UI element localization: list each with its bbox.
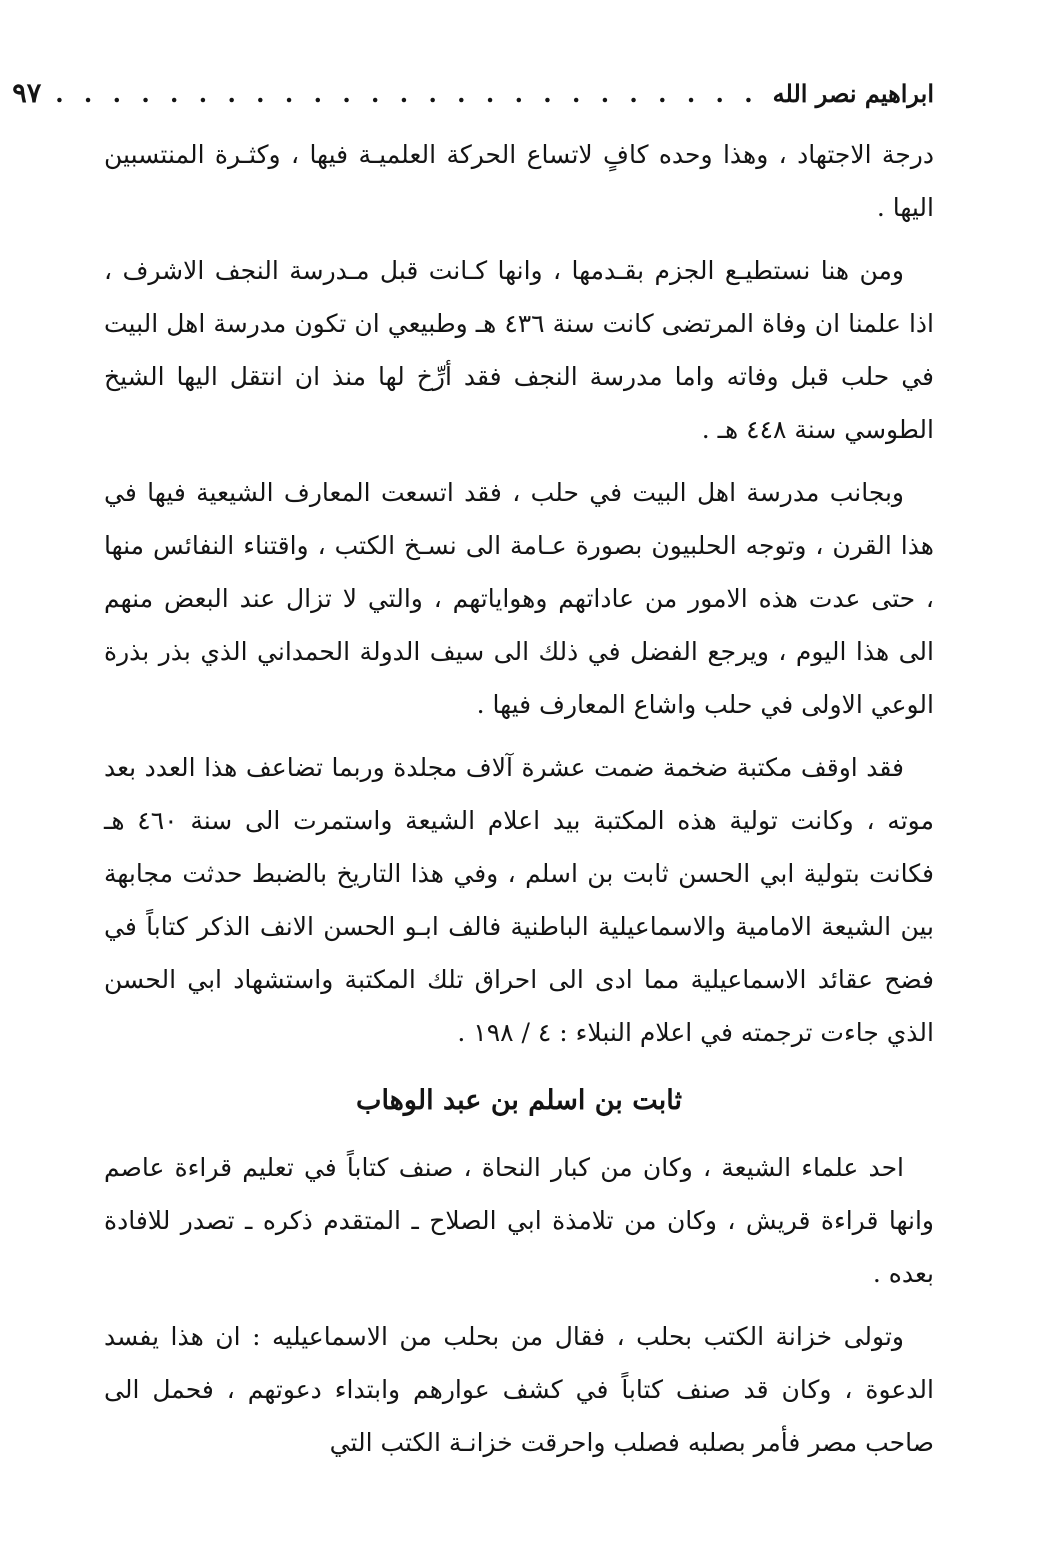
page-number: ٩٧ [12,78,42,109]
paragraph-continuation: درجة الاجتهاد ، وهذا وحده كافٍ لاتساع الحركة العلميـة فيها ، وكثـرة المنتسبين اليها . [104,140,934,222]
paragraph-biography: احد علماء الشيعة ، وكان من كبار النحاة ، صنف كتاباً في تعليم قراءة عاصم وانها قراءة قريش ، وكان من تلامذة ابي الصلاح ـ المتقدم ذكره ـ تصدر للافادة بعده . [104,1153,934,1288]
header-leader-dots: . . . . . . . . . . . . . . . . . . . . . . . . . [55,79,759,108]
running-header [12,78,934,128]
book-page [12,78,934,1469]
paragraph-aleppo-knowledge: وبجانب مدرسة اهل البيت في حلب ، فقد اتسعت المعارف الشيعية فيها في هذا القرن ، وتوجه الحلبيون بصورة عـامة الى نسـخ الكتب ، واقتناء النفائس منها ، حتى عدت هذه الامور من عاداتهم وهواياتهم ، والتي لا تزال عند البعض منهم الى هذا اليوم ، ويرجع الفضل في ذلك الى سيف الدولة الحمداني الذي بذر بذرة الوعي الاولى في حلب واشاع المعارف فيها . [104,478,934,719]
paragraph-library: فقد اوقف مكتبة ضخمة ضمت عشرة آلاف مجلدة وربما تضاعف هذا العدد بعد موته ، وكانت تولية هذه المكتبة بيد اعلام الشيعة واستمرت الى سنة ٤٦٠ هـ فكانت بتولية ابي الحسن ثابت بن اسلم ، وفي هذا التاريخ بالضبط حدثت مجابهة بين الشيعة الامامية والاسماعيلية الباطنية فالف ابـو الحسن الانف الذكر كتاباً في فضح عقائد الاسماعيلية مما ادى الى احراق تلك المكتبة واستشهاد ابي الحسن الذي جاءت ترجمته في اعلام النبلاء : ٤ / ١٩٨ . [104,753,934,1047]
paragraph-library-keeper: وتولى خزانة الكتب بحلب ، فقال من بحلب من الاسماعيليه : ان هذا يفسد الدعوة ، وكان قد صنف كتاباً في كشف عوارهم وابتداء دعوتهم ، فحمل الى صاحب مصر فأمر بصلبه فصلب واحرقت خزانـة الكتب التي [104,1322,934,1457]
section-heading: ثابت بن اسلم بن عبد الوهاب [356,1085,682,1116]
paragraph-najaf-school: ومن هنا نستطيـع الجزم بقـدمها ، وانها كـانت قبل مـدرسة النجف الاشرف ، اذا علمنا ان وفاة المرتضى كانت سنة ٤٣٦ هـ وطبيعي ان تكون مدرسة اهل البيت في حلب قبل وفاته واما مدرسة النجف فقد أرِّخ لها منذ ان انتقل اليها الشيخ الطوسي سنة ٤٤٨ هـ . [104,256,934,444]
running-header-author: ابراهيم نصر الله [772,79,934,108]
